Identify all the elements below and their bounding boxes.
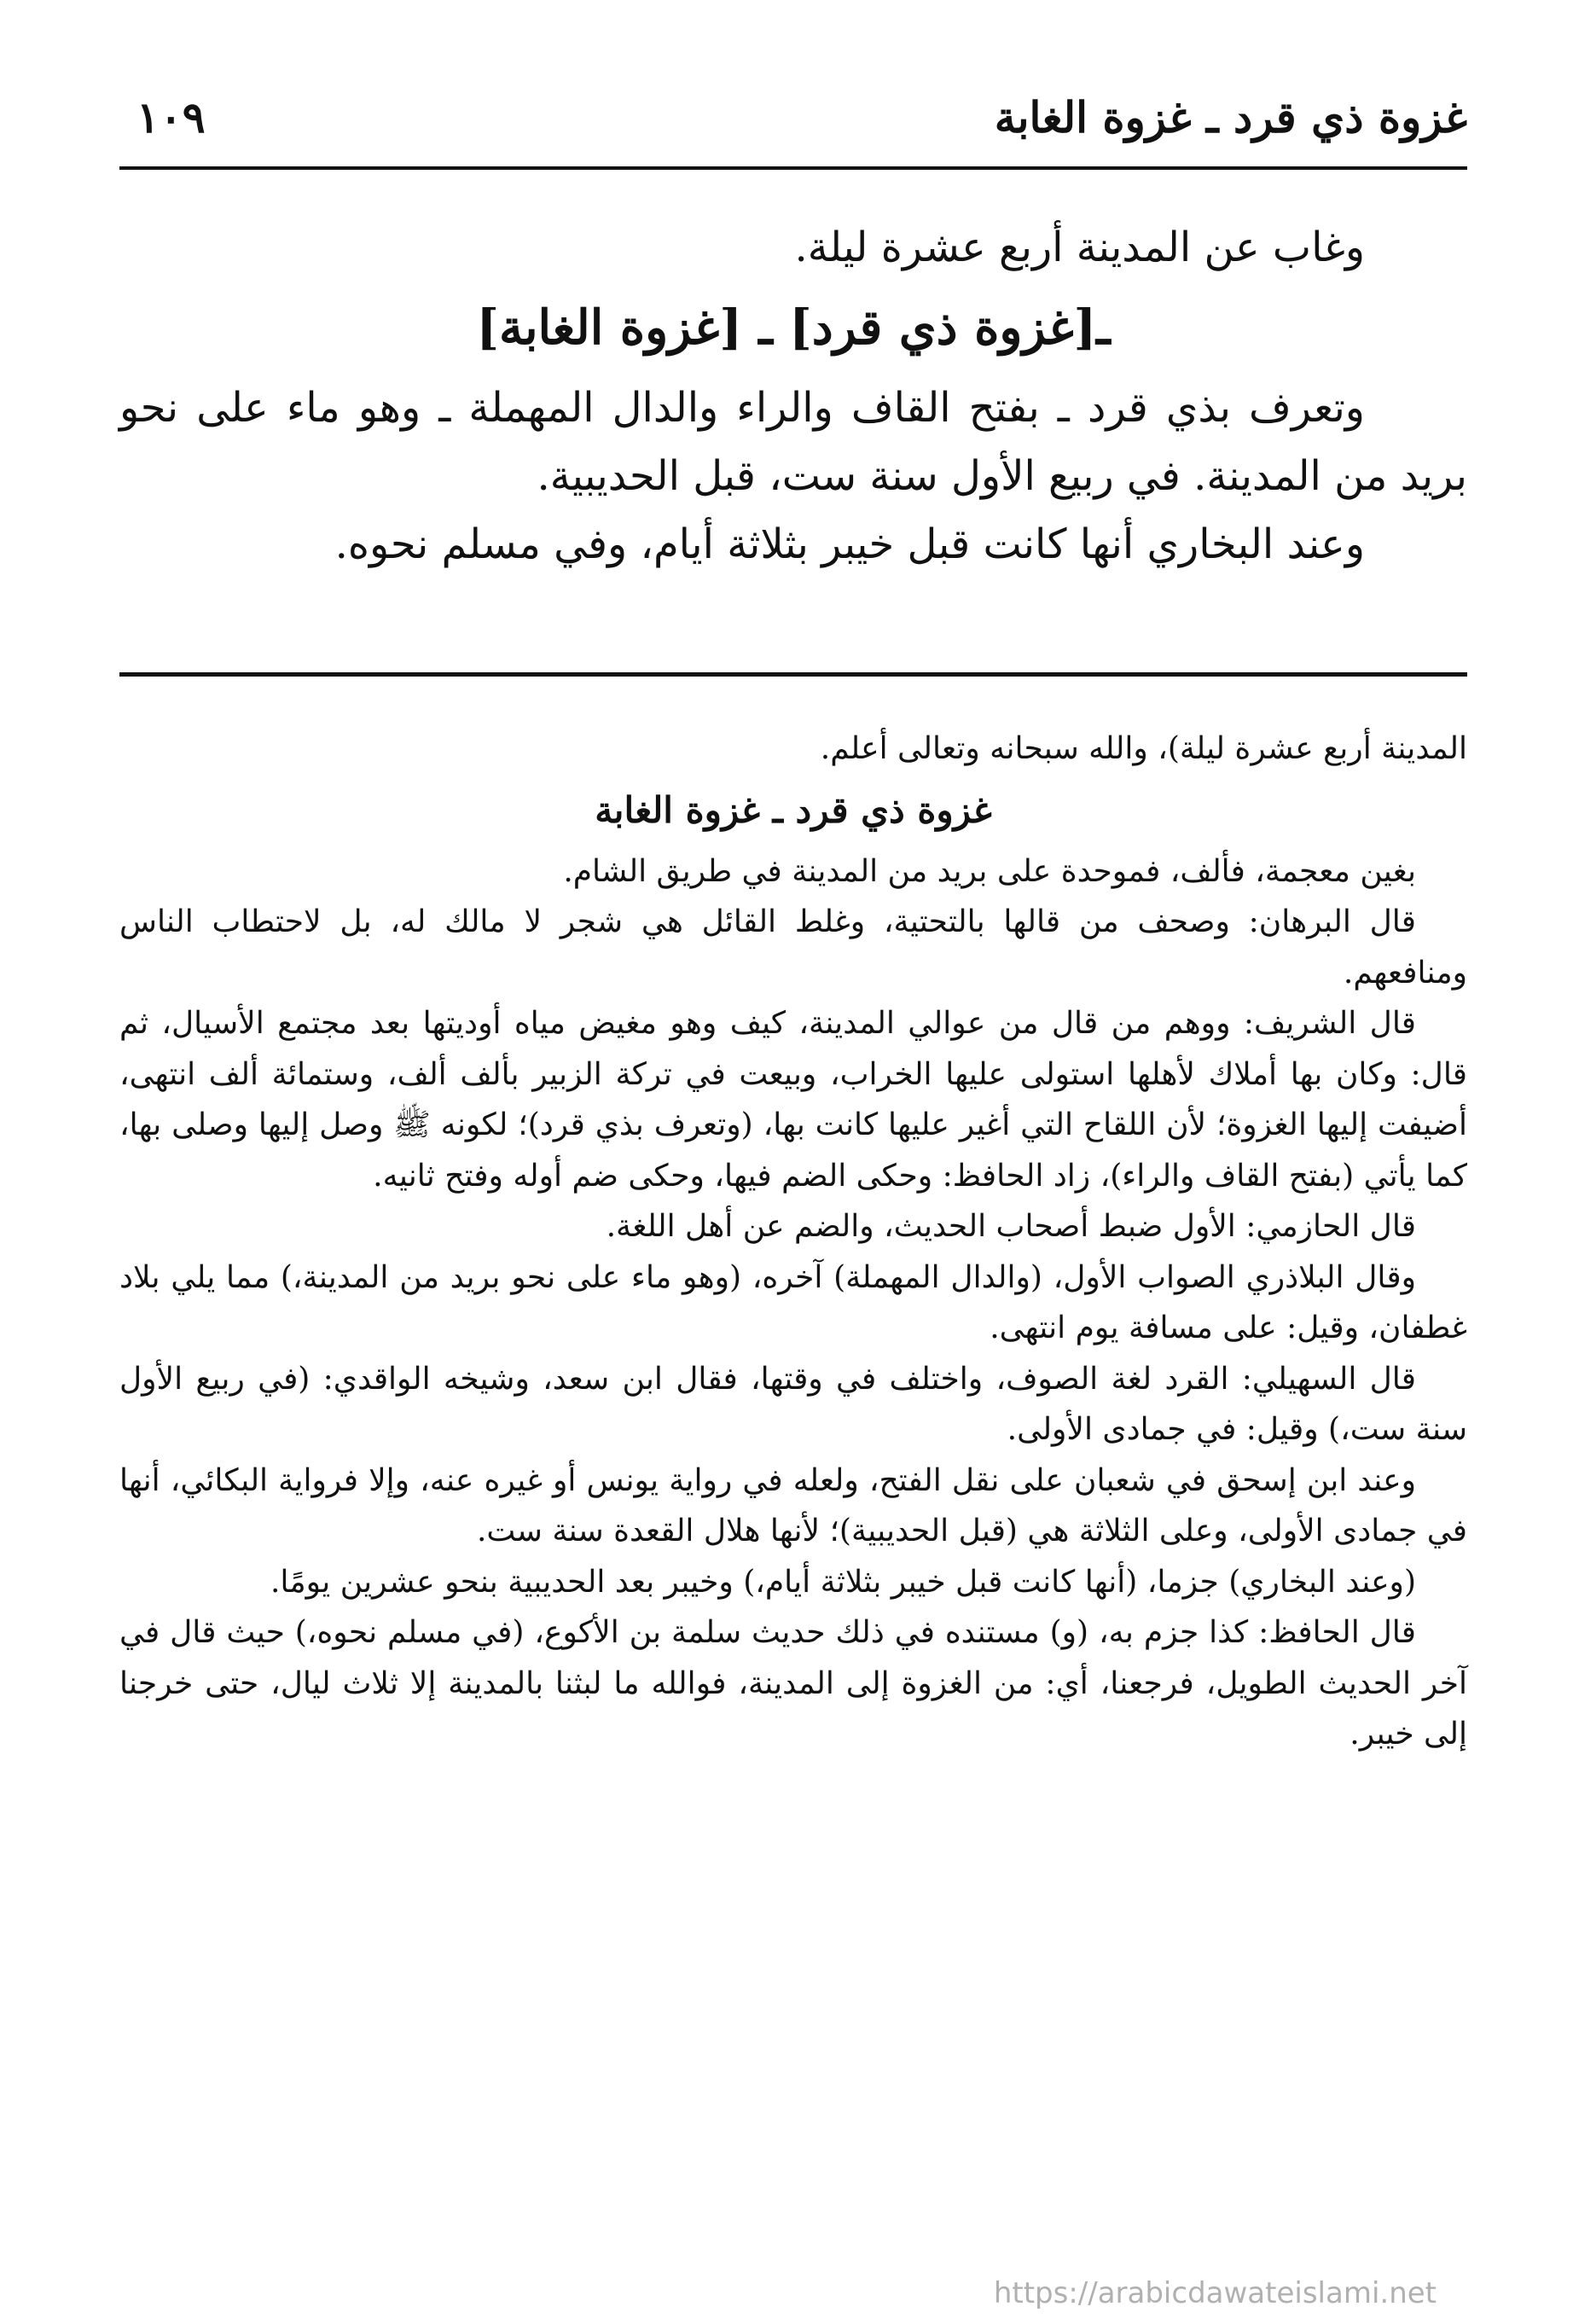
main-paragraph-2: وعند البخاري أنها كانت قبل خيبر بثلاثة أيام، وفي مسلم نحوه. bbox=[334, 520, 1365, 568]
commentary-paragraph-3: قال الشريف: ووهم من قال من عوالي المدينة، كيف وهو مغيض مياه أوديتها بعد مجتمع الأسيال، ثم قال: وكان بها أملاك لأهلها استولى عليها الخراب، وبيعت في تركة الزبير بألف ألف، وستمائة ألف انتهى، أضيفت إليها الغزوة؛ لأن اللقاح التي أغير عليها كانت بها، (وتعرف بذي قرد)؛ لكونه ﷺ وصل إليها وصلى بها، كما يأتي (بفتح القاف والراء)، زاد الحافظ: وحكى الضم فيها، وحكى ضم أوله وفتح ثانيه. bbox=[119, 1006, 1467, 1194]
main-paragraph-1: وتعرف بذي قرد ـ بفتح القاف والراء والدال المهملة ـ وهو ماء على نحو بريد من المدينة. في ربيع الأول سنة ست، قبل الحديبية. bbox=[119, 384, 1467, 500]
commentary-paragraph-7: وعند ابن إسحق في شعبان على نقل الفتح، ولعله في رواية يونس أو غيره عنه، وإلا فرواية البكائي، أنها في جمادى الأولى، وعلى الثلاثة هي (قبل الحديبية)؛ لأنها هلال القعدة سنة ست. bbox=[119, 1462, 1467, 1548]
commentary bbox=[119, 723, 1467, 1760]
commentary-heading: غزوة ذي قرد ـ غزوة الغابة bbox=[595, 788, 992, 831]
commentary-paragraph-1: بغين معجمة، فألف، فموحدة على بريد من المدينة في طريق الشام. bbox=[563, 853, 1416, 889]
text-divider bbox=[119, 672, 1467, 677]
commentary-paragraph-9: قال الحافظ: كذا جزم به، (و) مستنده في ذلك حديث سلمة بن الأكوع، (في مسلم نحوه،) حيث قال في آخر الحديث الطويل، فرجعنا، أي: من الغزوة إلى المدينة، فوالله ما لبثنا بالمدينة إلا ثلاث ليال، حتى خرجنا إلى خيبر. bbox=[119, 1615, 1467, 1752]
main-line-1: وغاب عن المدينة أربع عشرة ليلة. bbox=[794, 224, 1365, 271]
section-heading: ـ[غزوة ذي قرد] ـ [غزوة الغابة] bbox=[476, 299, 1111, 356]
commentary-paragraph-6: قال السهيلي: القرد لغة الصوف، واختلف في وقتها، فقال ابن سعد، وشيخه الواقدي: (في ربيع الأول سنة ست،) وقيل: في جمادى الأولى. bbox=[119, 1361, 1467, 1447]
page-number: ١٠٩ bbox=[136, 92, 206, 142]
commentary-paragraph-4: قال الحازمي: الأول ضبط أصحاب الحديث، والضم عن أهل اللغة. bbox=[606, 1209, 1416, 1244]
commentary-paragraph-0: المدينة أربع عشرة ليلة)، والله سبحانه وتعالى أعلم. bbox=[820, 731, 1467, 766]
commentary-paragraph-5: وقال البلاذري الصواب الأول، (والدال المهملة) آخره، (وهو ماء على نحو بريد من المدينة،) مما يلي بلاد غطفان، وقيل: على مسافة يوم انتهى. bbox=[119, 1259, 1467, 1345]
running-title: غزوة ذي قرد ـ غزوة الغابة bbox=[994, 92, 1467, 142]
commentary-paragraph-8: (وعند البخاري) جزما، (أنها كانت قبل خيبر بثلاثة أيام،) وخيبر بعد الحديبية بنحو عشرين يومًا. bbox=[270, 1564, 1416, 1600]
page-header bbox=[119, 85, 1467, 162]
header-divider bbox=[119, 166, 1467, 170]
main-text bbox=[119, 213, 1467, 578]
commentary-paragraph-2: قال البرهان: وصحف من قالها بالتحتية، وغلط القائل هي شجر لا مالك له، بل لاحتطاب الناس ومنافعهم. bbox=[119, 904, 1467, 991]
watermark-url: https://arabicdawateislami.net bbox=[993, 2276, 1437, 2310]
